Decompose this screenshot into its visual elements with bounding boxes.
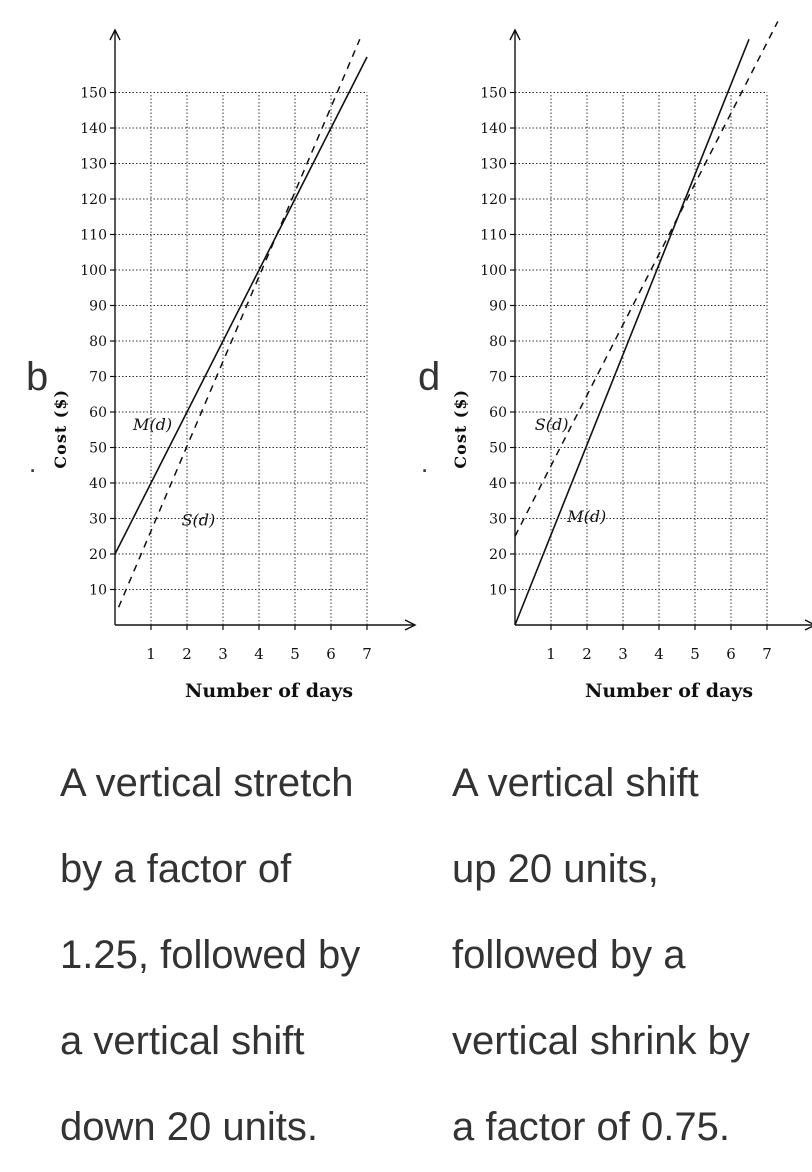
- answer-line: by a factor of: [60, 847, 292, 891]
- y-tick-label: 60: [89, 405, 107, 421]
- option-d[interactable]: [400, 0, 800, 1172]
- y-tick-label: 120: [80, 192, 107, 208]
- option-b[interactable]: [0, 0, 400, 1172]
- cost-chart-b: [40, 20, 420, 710]
- y-tick-label: 20: [489, 547, 507, 563]
- y-tick-label: 50: [89, 440, 107, 457]
- x-tick-label: 4: [254, 645, 264, 663]
- y-axis-title: Cost ($): [51, 388, 70, 469]
- series-line-sd: [515, 22, 778, 537]
- option-letter: b: [26, 355, 49, 399]
- y-tick-label: 140: [80, 121, 107, 137]
- x-axis-title: Number of days: [584, 680, 754, 702]
- x-tick-label: 6: [326, 645, 336, 663]
- series-line-md: [515, 39, 749, 625]
- option-letter: d: [418, 355, 441, 399]
- y-tick-label: 100: [80, 263, 107, 279]
- series-label: M(d): [133, 414, 173, 434]
- answer-line: a factor of 0.75.: [452, 1105, 730, 1149]
- answer-text-b: [60, 740, 420, 1170]
- y-tick-label: 70: [89, 369, 107, 386]
- y-tick-label: 140: [480, 121, 507, 137]
- x-tick-label: 7: [762, 645, 772, 663]
- x-tick-label: 3: [618, 645, 628, 663]
- series-label: M(d): [567, 507, 607, 527]
- cost-chart-d: [440, 20, 812, 710]
- x-tick-label: 1: [146, 645, 156, 663]
- y-tick-label: 130: [480, 156, 507, 173]
- x-tick-label: 7: [362, 645, 372, 663]
- y-tick-label: 70: [489, 369, 507, 386]
- answer-line: up 20 units,: [452, 847, 659, 891]
- answer-line: followed by a: [452, 933, 686, 977]
- x-tick-label: 4: [654, 645, 664, 663]
- y-tick-label: 10: [89, 582, 107, 599]
- y-tick-label: 90: [89, 298, 107, 315]
- y-tick-label: 150: [480, 85, 507, 102]
- series-label: S(d): [534, 414, 569, 434]
- answer-line: 1.25, followed by: [60, 933, 361, 977]
- y-axis-title: Cost ($): [451, 388, 470, 469]
- answer-line: A vertical shift: [452, 761, 699, 805]
- answer-line: A vertical stretch: [60, 761, 354, 805]
- x-tick-label: 5: [290, 645, 300, 663]
- x-axis-title: Number of days: [184, 680, 354, 702]
- y-tick-label: 150: [80, 85, 107, 102]
- option-dot: .: [421, 448, 429, 478]
- answer-line: a vertical shift: [60, 1019, 305, 1063]
- y-tick-label: 40: [489, 476, 507, 492]
- y-tick-label: 20: [89, 547, 107, 563]
- y-tick-label: 110: [480, 227, 507, 244]
- x-tick-label: 3: [218, 645, 228, 663]
- y-tick-label: 60: [489, 405, 507, 421]
- x-tick-label: 2: [182, 645, 192, 663]
- answer-text-d: [452, 740, 812, 1170]
- x-tick-label: 6: [726, 645, 736, 663]
- y-tick-label: 30: [89, 511, 107, 528]
- y-tick-label: 10: [489, 582, 507, 599]
- y-tick-label: 80: [489, 334, 507, 350]
- x-tick-label: 5: [690, 645, 700, 663]
- series-line-sd: [119, 39, 360, 607]
- option-dot: .: [29, 448, 37, 478]
- y-tick-label: 120: [480, 192, 507, 208]
- y-tick-label: 130: [80, 156, 107, 173]
- y-tick-label: 110: [80, 227, 107, 244]
- answer-line: vertical shrink by: [452, 1019, 750, 1063]
- series-label: S(d): [181, 510, 216, 530]
- y-tick-label: 30: [489, 511, 507, 528]
- y-tick-label: 40: [89, 476, 107, 492]
- x-tick-label: 2: [582, 645, 592, 663]
- y-tick-label: 100: [480, 263, 507, 279]
- y-tick-label: 90: [489, 298, 507, 315]
- answer-line: down 20 units.: [60, 1105, 318, 1149]
- x-tick-label: 1: [546, 645, 556, 663]
- y-tick-label: 50: [489, 440, 507, 457]
- y-tick-label: 80: [89, 334, 107, 350]
